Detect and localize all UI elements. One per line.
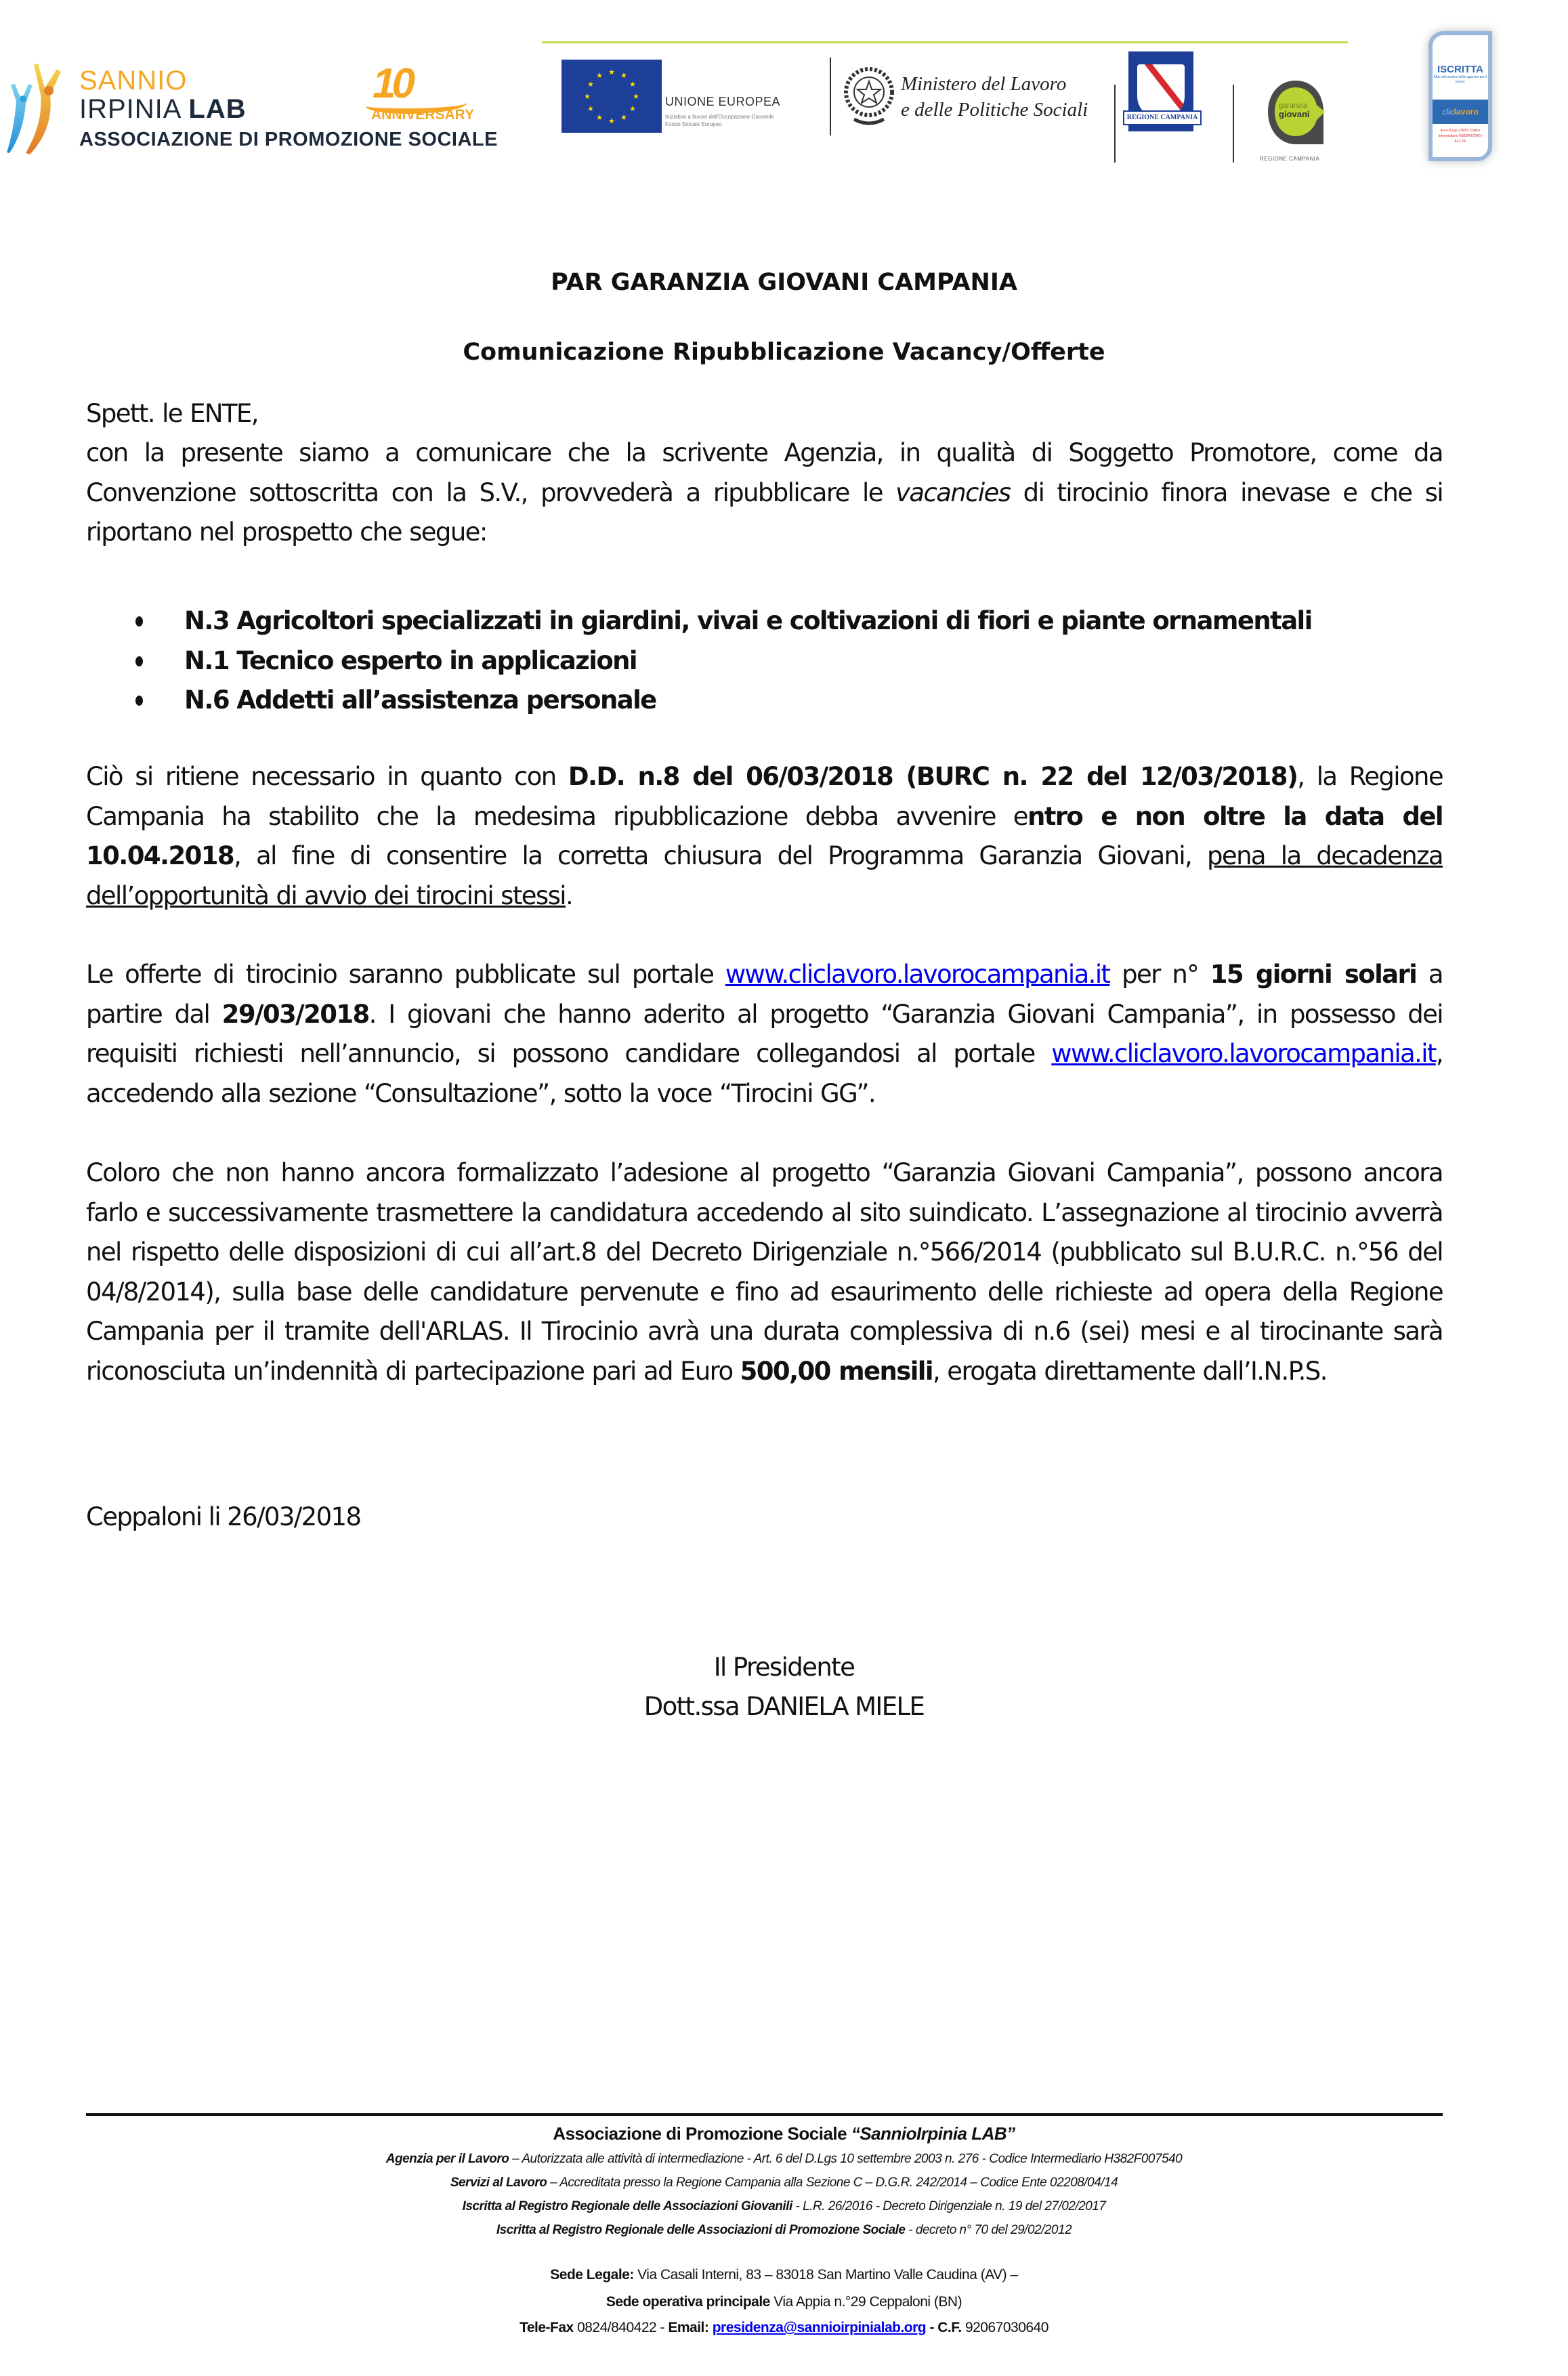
eu-flag-icon (561, 60, 662, 133)
anniversary-label: ANNIVERSARY (371, 107, 475, 123)
iscritta-badge (1428, 31, 1492, 161)
garanzia-logo-sublabel: REGIONE CAMPANIA (1260, 156, 1320, 162)
eu-logo-subtitle-1: Iniziativa a favore dell'Occupazione Giovanile (665, 114, 774, 120)
italian-republic-emblem-icon (842, 60, 896, 131)
salutation: Spett. le ENTE, (86, 399, 258, 428)
ministry-line1: Ministero del Lavoro (901, 73, 1067, 95)
stipend-amount: 500,00 mensili (740, 1356, 933, 1386)
assignment-paragraph: Coloro che non hanno ancora formalizzato l’adesione al progetto “Garanzia Giovani Campania”, possono ancora farlo e successivamente trasmettere la candidatura accedendo al sito suindicato. L’assegnazione al tirocinio avverrà nel rispetto delle disposizioni di cui all’art.8 del Decreto Dirigenziale n.°566/2014 (pubblicato sul B.U.R.C. n.°56 del 04/8/2014), sulla base delle candidature pervenute e fino ad esaurimento delle richieste ad opera della Regione Campania per il tramite dell'ARLAS. Il Tirocinio avrà una durata complessiva di n.6 (sei) mesi e al tirocinante sarà riconosciuta un’indennità di partecipazione pari ad Euro 500,00 mensili, erogata direttamente dall’I.N.P.S. (86, 1158, 1443, 1386)
cliclavoro-band (1433, 100, 1488, 124)
footer-accreditation-line: Iscritta al Registro Regionale delle Associazioni di Promozione Sociale - decreto n° 70 del 29/02/2012 (496, 2223, 1072, 2237)
intro-paragraph: con la presente siamo a comunicare che la scrivente Agenzia, in qualità di Soggetto Promotore, come da Convenzione sottoscritta con la S.V., provvederà a ripubblicare le vacancies di tirocinio finora inevase e che si riportano nel prospetto che segue: (86, 438, 1443, 547)
footer-accreditation-line: Agenzia per il Lavoro – Autorizzata alle attività di intermediazione - Art. 6 del D.Lgs 10 settembre 2003 n. 276 - Codice Intermediario H382F007540 (385, 2152, 1183, 2166)
org-logo-line1: SANNIO (79, 66, 188, 96)
org-logo-tagline: ASSOCIAZIONE DI PROMOZIONE SOCIALE (79, 129, 498, 150)
garanzia-logo-line1: garanzia (1279, 102, 1308, 110)
penalty-clause: pena la decadenza dell’opportunità di avvio dei tirocini stessi (86, 841, 1443, 910)
footer-sede-legale: Sede Legale: Via Casali Interni, 83 – 83018 San Martino Valle Caudina (AV) – (550, 2267, 1018, 2283)
cliclavoro-link[interactable]: www.cliclavoro.lavorocampania.it (725, 960, 1110, 989)
email-link[interactable]: presidenza@sannioirpinialab.org (712, 2320, 927, 2335)
signatory-name: Dott.ssa DANIELA MIELE (643, 1692, 925, 1721)
publication-duration: 15 giorni solari (1210, 960, 1417, 989)
footer-accreditation-line: Iscritta al Registro Regionale delle Associazioni Giovanili - L.R. 26/2016 - Decreto Dirigenziale n. 19 del 27/02/2017 (462, 2199, 1106, 2213)
ministry-logo-text (901, 71, 1088, 123)
org-logo-line2-bold: LAB (188, 94, 247, 124)
logo-separator (1114, 85, 1116, 163)
document-title: PAR GARANZIA GIOVANI CAMPANIA (551, 269, 1017, 296)
footer-divider (86, 2113, 1443, 2116)
eu-logo-subtitle-2: Fondo Sociale Europeo (665, 121, 722, 127)
decree-reference: D.D. n.8 del 06/03/2018 (BURC n. 22 del 12/03/2018) (568, 762, 1298, 791)
garanzia-giovani-logo-icon (1265, 78, 1326, 147)
svg-text:★: ★ (596, 113, 603, 122)
logo-separator (830, 58, 831, 135)
svg-text:★: ★ (608, 116, 615, 125)
org-logo-line2 (79, 95, 247, 123)
bullet-icon (135, 696, 143, 706)
footer-sede-operativa: Sede operativa principale Via Appia n.°29 Ceppaloni (BN) (606, 2294, 962, 2310)
footer-contacts: Tele-Fax 0824/840422 - Email: presidenza@sannioirpinialab.org - C.F. 92067030640 (520, 2320, 1048, 2335)
cliclavoro-link[interactable]: www.cliclavoro.lavorocampania.it (1051, 1039, 1436, 1068)
svg-text:★: ★ (620, 113, 627, 122)
svg-text:★: ★ (587, 104, 594, 113)
iscritta-badge-title: ISCRITTA (1437, 64, 1484, 75)
footer-title: Associazione di Promozione Sociale “SannioIrpinia LAB” (553, 2123, 1015, 2144)
svg-text:★: ★ (596, 71, 603, 80)
footer-accreditation-line: Servizi al Lavoro – Accreditata presso la Regione Campania alla Sezione C – D.G.R. 242/2014 – Codice Ente 02208/04/14 (450, 2176, 1118, 2190)
iscritta-badge-subtitle: Albo informatico delle agenzie per il lavoro (1433, 75, 1487, 84)
regione-campania-label: REGIONE CAMPANIA (1123, 110, 1202, 125)
svg-text:★: ★ (629, 104, 636, 113)
svg-text:★: ★ (629, 80, 636, 89)
vacancy-item: N.1 Tecnico esperto in applicazioni (135, 641, 1312, 681)
svg-text:★: ★ (620, 71, 627, 80)
people-silhouette-logo-icon (5, 61, 66, 156)
svg-text:★: ★ (633, 92, 639, 101)
signatory-role: Il Presidente (713, 1653, 855, 1682)
cliclavoro-suffix: lavoro (1454, 107, 1479, 116)
svg-text:★: ★ (584, 92, 591, 101)
eu-logo-text (665, 95, 780, 128)
bullet-icon (135, 656, 143, 666)
publication-paragraph: Le offerte di tirocinio saranno pubblicate sul portale www.cliclavoro.lavorocampania.it per n° 15 giorni solari a partire dal 29/03/2018. I giovani che hanno aderito al progetto “Garanzia Giovani Campania”, in possesso dei requisiti richiesti nell’annuncio, si possono candidare collegandosi al portale www.cliclavoro.lavorocampania.it, accedendo alla sezione “Consultazione”, sotto la voce “Tirocini GG”. (86, 960, 1443, 1108)
place-date: Ceppaloni li 26/03/2018 (86, 1502, 361, 1531)
garanzia-logo-line2: giovani (1279, 109, 1310, 119)
ministry-line2: e delle Politiche Sociali (901, 99, 1088, 121)
vacancy-list (135, 601, 1312, 721)
regione-campania-shield-icon (1137, 64, 1185, 117)
cliclavoro-prefix: clic (1442, 107, 1454, 116)
letterhead (0, 0, 1568, 190)
vacancies-italic: vacancies (895, 478, 1011, 507)
bullet-icon (135, 616, 143, 627)
eu-logo-title: UNIONE EUROPEA (665, 95, 781, 108)
vacancy-item: N.3 Agricoltori specializzati in giardini, vivai e coltivazioni di fiori e piante ornamentali (135, 601, 1312, 641)
svg-text:★: ★ (587, 80, 594, 89)
publication-start-date: 29/03/2018 (221, 999, 369, 1029)
document-subtitle: Comunicazione Ripubblicazione Vacancy/Offerte (463, 339, 1105, 366)
vacancy-item: N.6 Addetti all’assistenza personale (135, 681, 1312, 721)
svg-text:★: ★ (608, 68, 615, 77)
legal-basis-paragraph: Ciò si ritiene necessario in quanto con D.D. n.8 del 06/03/2018 (BURC n. 22 del 12/03/2018), la Regione Campania ha stabilito che la medesima ripubblicazione debba avvenire entro e non oltre la data del 10.04.2018, al fine di consentire la corretta chiusura del Programma Garanzia Giovani, pena la decadenza dell’opportunità di avvio dei tirocini stessi. (86, 762, 1443, 910)
anniversary-logo (359, 60, 494, 126)
deadline: ntro e non oltre la data del 10.04.2018 (86, 801, 1443, 870)
header-divider (542, 41, 1348, 43)
anniversary-number: 10 (373, 60, 411, 107)
iscritta-badge-note: Art.4 D.Lgs 276/03 Codice Intermediario H382F007540 / ALL.P.6 (1438, 129, 1483, 144)
org-logo-line2-regular: IRPINIA (79, 94, 189, 124)
logo-separator (1233, 85, 1234, 163)
org-logo-wordmark (79, 66, 247, 123)
